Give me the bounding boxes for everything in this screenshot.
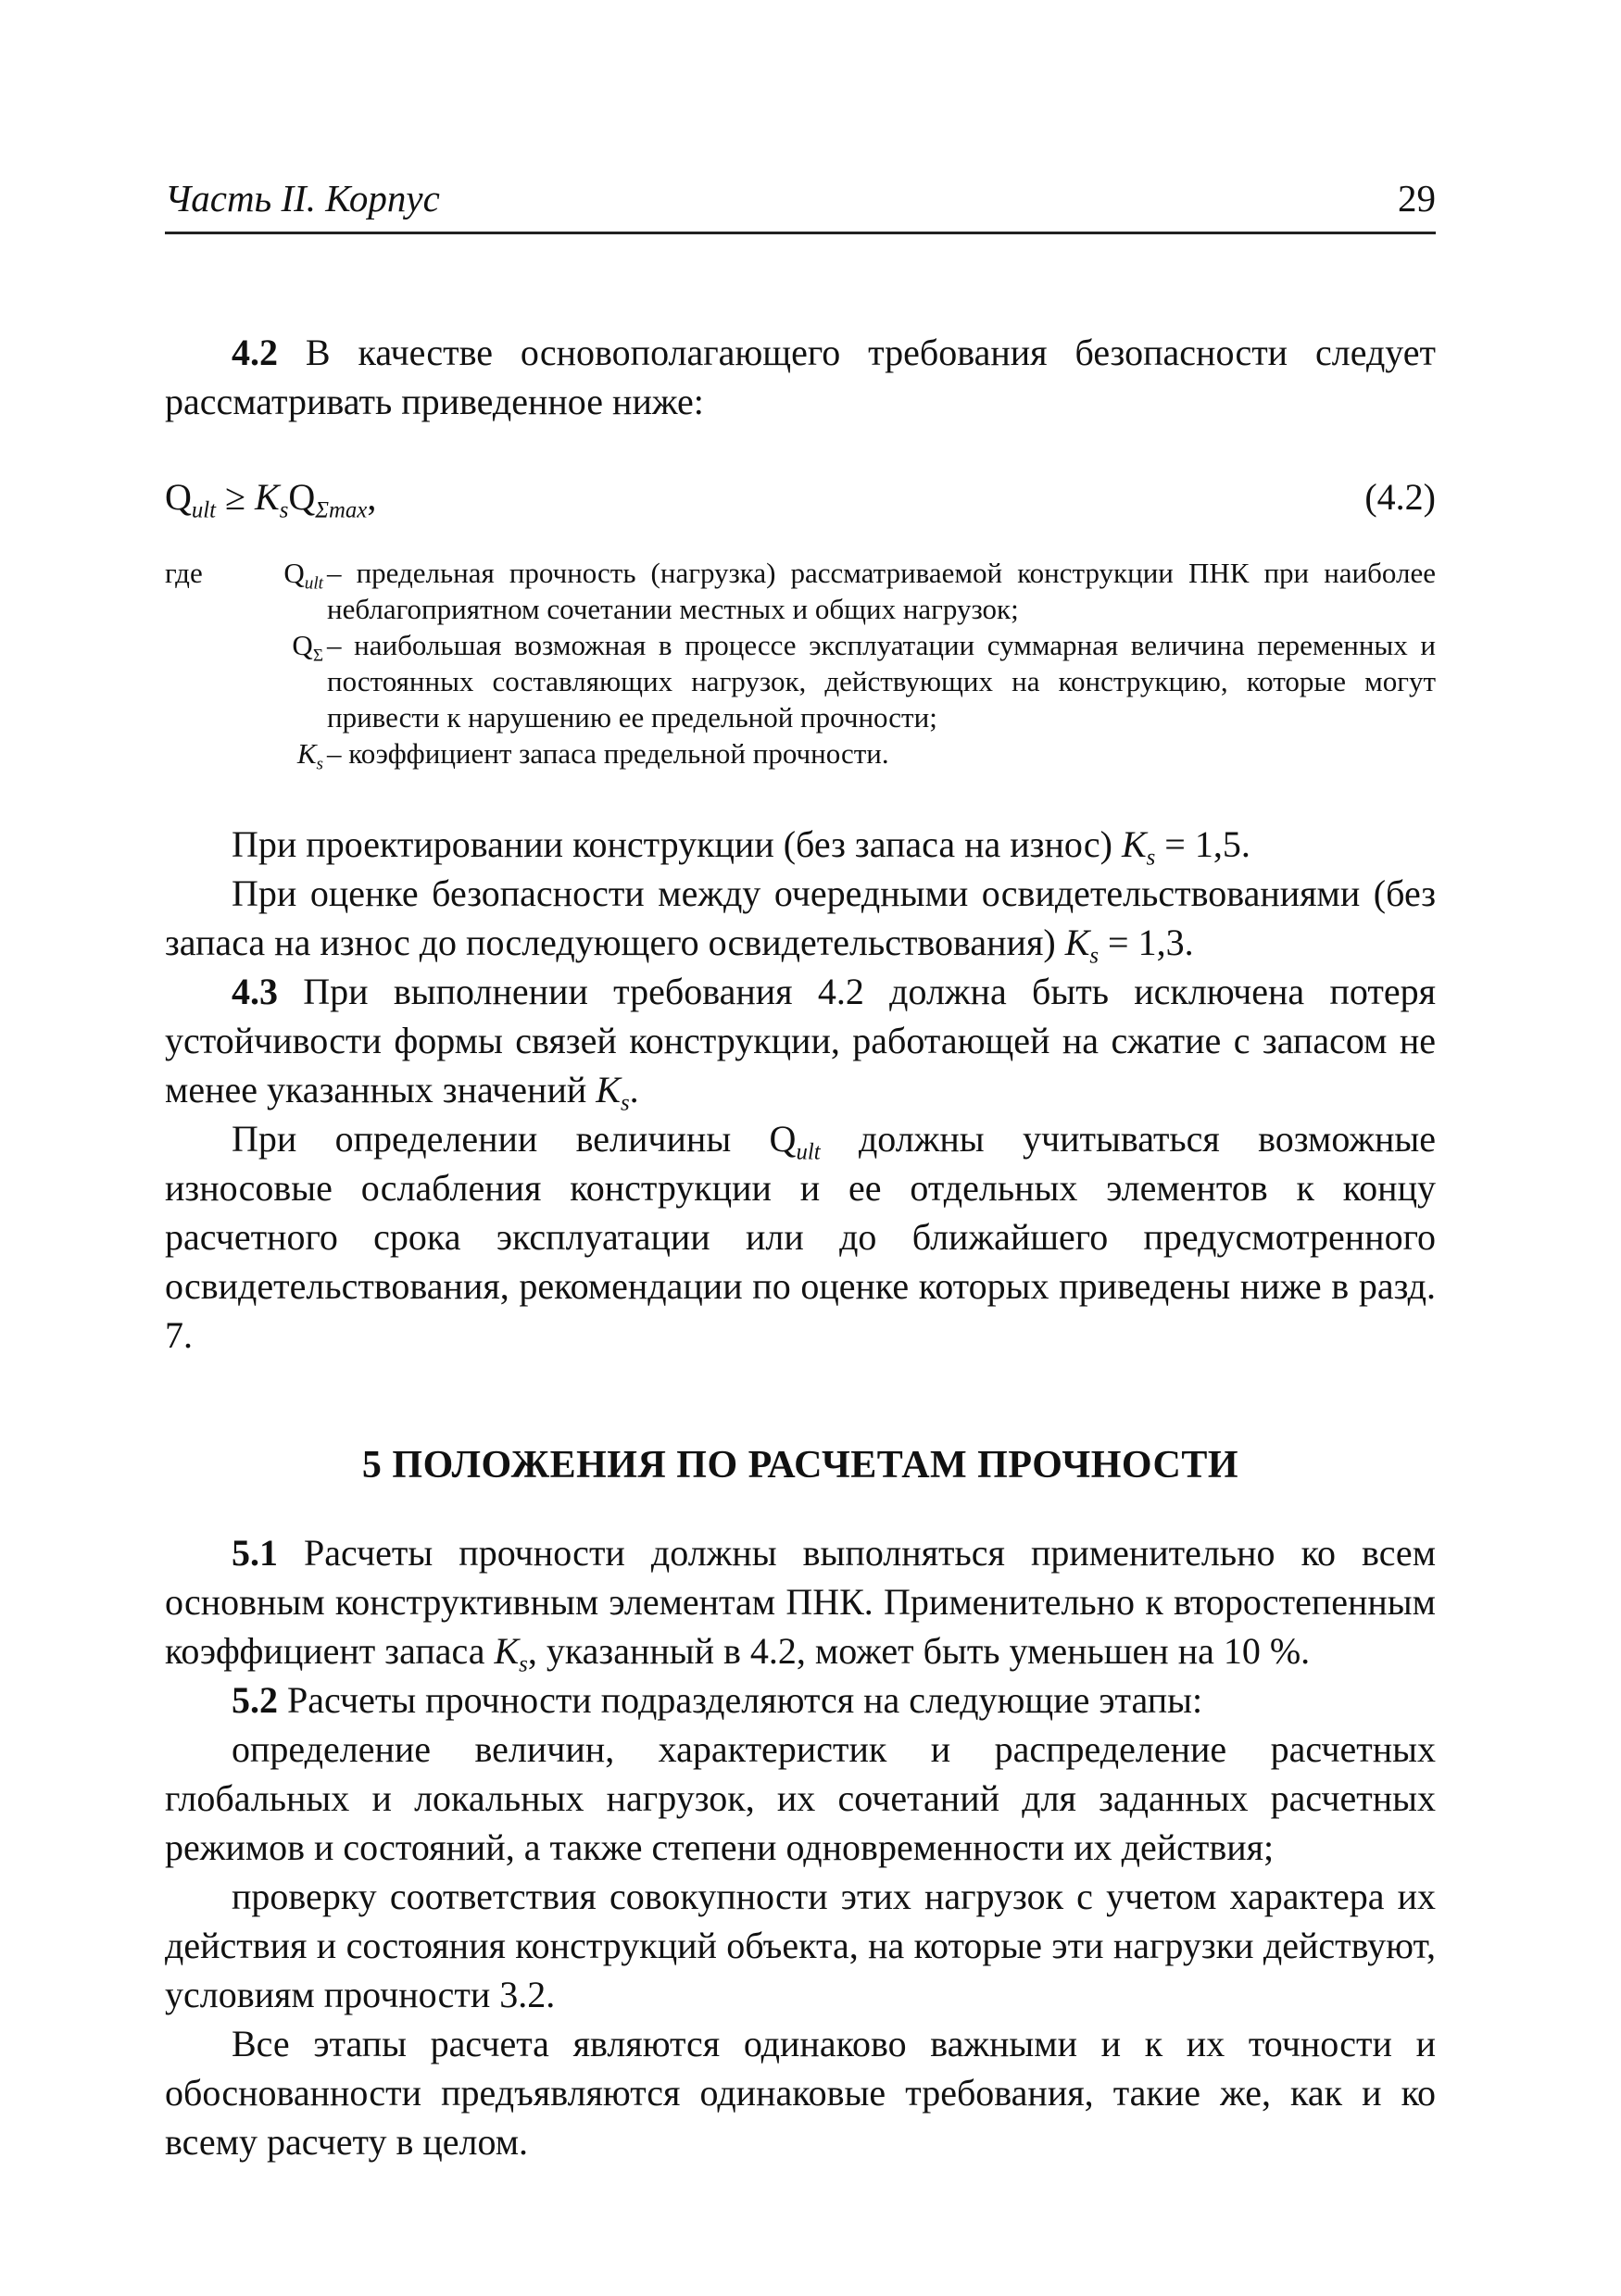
formula-symbol: K	[494, 1630, 520, 1672]
clause-number: 4.2	[232, 332, 278, 373]
paragraph-stage-2: проверку соответствия совокупности этих нагрузок с учетом характера их действия и состояния конструкций объекта, на которые эти нагрузки действуют, условиям прочности 3.2.	[165, 1876, 1436, 2015]
definition-text: – предельная прочность (нагрузка) рассматриваемой конструкции ПНК при наиболее неблагоприятном сочетании местных и общих нагрузок;	[327, 557, 1436, 625]
page-number: 29	[1398, 177, 1436, 220]
definition-text: – наибольшая возможная в процессе эксплуатации суммарная величина переменных и постоянных составляющих нагрузок, действующих на конструкцию, которые могут привести к нарушению ее предельной прочности;	[327, 629, 1436, 734]
formula-subscript: s	[279, 497, 289, 523]
paragraph-text: .	[629, 1069, 639, 1110]
formula-4-2	[165, 475, 1436, 531]
definition-item	[165, 627, 1436, 735]
formula-symbol: K	[596, 1069, 621, 1110]
formula-subscript: ult	[796, 1139, 821, 1165]
paragraph-conclusion: Все этапы расчета являются одинаково важными и к их точности и обоснованности предъявляются одинаковые требования, такие же, как и ко всему расчету в целом.	[165, 2023, 1436, 2163]
header-title: Часть II. Корпус	[165, 177, 440, 220]
paragraph-design	[165, 820, 1436, 869]
paragraph-text: При определении величины	[232, 1118, 770, 1160]
where-label: где	[165, 557, 203, 589]
paragraph-text: При оценке безопасности между очередными освидетельствованиями (без запаса на износ до последующего освидетельствования)	[165, 872, 1436, 963]
section-heading: 5 ПОЛОЖЕНИЯ ПО РАСЧЕТАМ ПРОЧНОСТИ	[361, 1444, 1239, 1487]
paragraph-text: Расчеты прочности подразделяются на следующие этапы:	[278, 1679, 1203, 1721]
formula-punctuation: ,	[367, 476, 377, 518]
paragraph-stage-1: определение величин, характеристик и распределение расчетных глобальных и локальных нагрузок, их сочетаний для заданных расчетных режимов и состояний, а также степени одновременности их действия;	[165, 1728, 1436, 1868]
paragraph-text: = 1,5.	[1155, 823, 1250, 865]
symbol-letter: K	[296, 737, 317, 770]
symbol-subscript: s	[316, 754, 323, 774]
formula-subscript: s	[1146, 845, 1156, 871]
definition-text: – коэффициент запаса предельной прочности.	[327, 737, 889, 770]
formula-expression	[165, 475, 377, 523]
paragraph-text: Расчеты прочности должны выполняться применительно ко всем основным конструктивным элементам ПНК. Применительно к второстепенным коэффициент запаса	[165, 1532, 1436, 1672]
paragraph-text: = 1,3.	[1099, 922, 1194, 963]
paragraph-5-1	[165, 1528, 1436, 1675]
definition-symbol	[230, 555, 327, 627]
formula-symbol: K	[1064, 922, 1090, 963]
formula-operator: ≥	[216, 476, 256, 518]
paragraph-wear	[165, 1114, 1436, 1360]
symbol-subscript: ult	[304, 573, 323, 594]
formula-symbol: Q	[769, 1118, 797, 1160]
clause-number: 4.3	[232, 971, 278, 1012]
paragraph-text: При выполнении требования 4.2 должна быть исключена потеря устойчивости формы связей конструкции, работающей на сжатие с запасом не менее указанных значений	[165, 971, 1436, 1110]
definition-item	[165, 555, 1436, 627]
paragraph-4-3	[165, 967, 1436, 1114]
paragraph-4-2	[165, 328, 1436, 426]
spacer	[165, 772, 1436, 820]
paragraph-survey	[165, 869, 1436, 967]
paragraph-5-2	[165, 1675, 1436, 1725]
formula-symbol: K	[255, 476, 280, 518]
formula-subscript: ult	[191, 497, 217, 523]
formula-subscript: s	[519, 1651, 528, 1677]
symbol-subscript: Σ	[312, 646, 323, 666]
definition-symbol	[230, 627, 327, 735]
where-spacer	[165, 735, 230, 772]
formula-symbol: Q	[288, 476, 316, 518]
formula-subscript: s	[1089, 943, 1100, 969]
formula-symbol: K	[1121, 823, 1147, 865]
clause-number: 5.2	[232, 1679, 278, 1721]
definition-symbol	[230, 735, 327, 772]
formula-subscript: Σmax	[315, 497, 368, 523]
page-body	[165, 328, 1436, 2166]
definitions-list	[165, 555, 1436, 772]
paragraph-text: , указанный в 4.2, может быть уменьшен на 10 %.	[527, 1630, 1311, 1672]
paragraph-text: должны учитываться возможные износовые ослабления конструкции и ее отдельных элементов к концу расчетного срока эксплуатации или до ближайшего предусмотренного освидетельствования, рекомендации по оценке которых приведены ниже в разд. 7.	[165, 1118, 1436, 1356]
symbol-letter: Q	[292, 629, 313, 661]
formula-symbol: Q	[165, 476, 192, 518]
clause-number: 5.1	[232, 1532, 278, 1574]
paragraph-text: В качестве основополагающего требования безопасности следует рассматривать приведенное ниже:	[165, 332, 1436, 422]
running-header	[165, 176, 1436, 234]
formula-subscript: s	[620, 1090, 630, 1116]
definition-item	[165, 735, 1436, 772]
paragraph-text: При проектировании конструкции (без запаса на износ)	[232, 823, 1122, 865]
formula-number: (4.2)	[1364, 476, 1436, 518]
where-spacer	[165, 627, 230, 735]
symbol-letter: Q	[283, 557, 305, 589]
